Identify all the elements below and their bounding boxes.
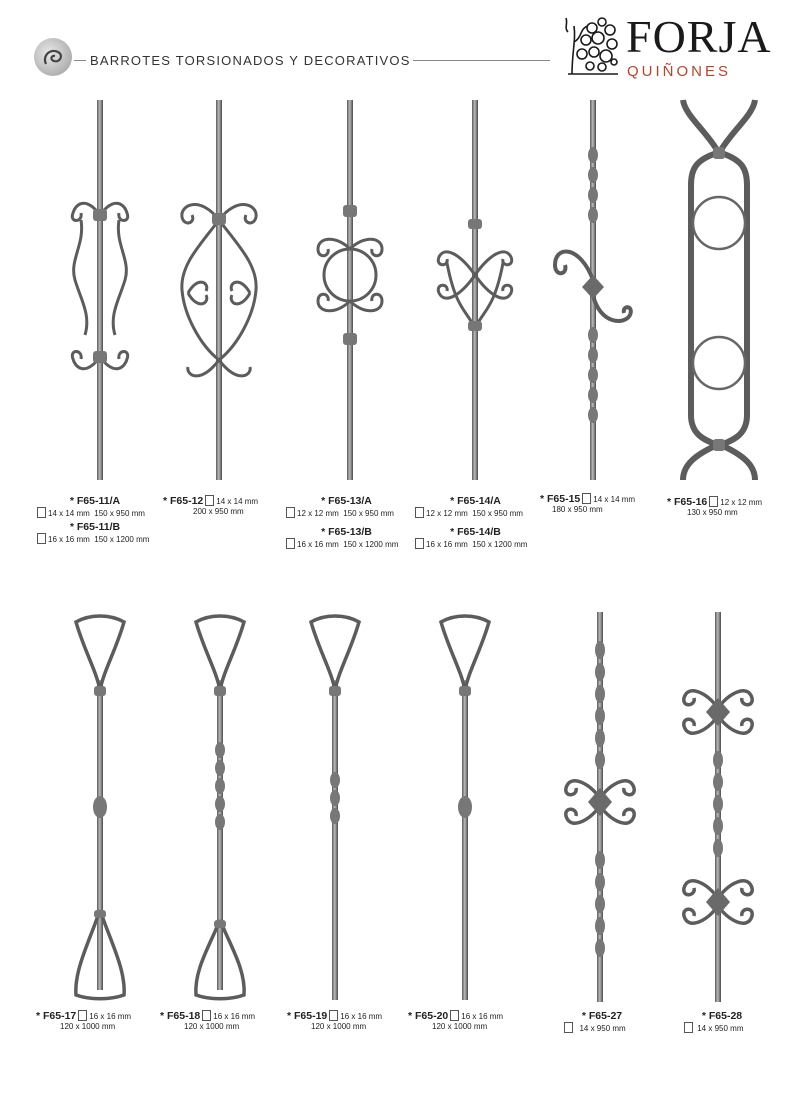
section-dims: 14 x 950 mm [579,1024,626,1033]
page-title: BARROTES TORSIONADOS Y DECORATIVOS [90,53,411,68]
baluster-f65-28-image [678,610,758,1005]
section-dims: 12 x 12 mm [297,509,339,518]
square-section-icon [684,1022,693,1033]
section-dims: 14 x 14 mm [48,509,90,518]
tree-logo-icon [562,12,624,78]
square-section-icon [37,507,46,518]
product-code: * F65-16 [667,496,708,508]
baluster-f65-19-image [295,610,375,1005]
section-dims: 16 x 16 mm [426,540,468,549]
brand-logo-text: FORJA [626,11,772,62]
baluster-f65-17-image [60,610,140,1005]
product-code: * F65-13/A [321,495,372,507]
section-dims: 14 x 14 mm [216,497,259,506]
baluster-f65-27-image [560,610,640,1005]
section-dims: 16 x 16 mm [213,1012,256,1021]
baluster-f65-12-image [170,95,270,485]
product-code: * F65-13/B [321,526,372,538]
square-section-icon [202,1010,211,1021]
caption-f65-27 [562,1010,642,1033]
overall-size: 150 x 1200 mm [472,540,528,549]
overall-size: 120 x 1000 mm [311,1022,367,1031]
section-dims: 16 x 16 mm [89,1012,132,1021]
section-dims: 16 x 16 mm [340,1012,383,1021]
baluster-f65-14-image [425,95,525,485]
header-rule-right [413,60,550,61]
square-section-icon [329,1010,338,1021]
product-code: * F65-15 [540,493,581,505]
product-code: * F65-11/B [69,521,121,533]
square-section-icon [205,495,214,506]
caption-f65-13 [284,495,409,549]
overall-size: 120 x 1000 mm [432,1022,488,1031]
section-dims: 12 x 12 mm [720,498,763,507]
square-section-icon [564,1022,573,1033]
baluster-f65-20-image [425,610,505,1005]
product-code: * F65-28 [701,1010,743,1022]
catalog-header [0,0,800,90]
caption-f65-16 [667,496,787,517]
caption-f65-20 [408,1010,528,1031]
section-dims: 14 x 14 mm [593,495,636,504]
product-code: * F65-20 [408,1010,449,1022]
caption-f65-19 [287,1010,407,1031]
baluster-f65-13-image [300,95,400,485]
overall-size: 120 x 1000 mm [60,1022,116,1031]
section-dims: 16 x 16 mm [461,1012,504,1021]
product-code: * F65-14/A [450,495,501,507]
product-code: * F65-19 [287,1010,328,1022]
section-dims: 14 x 950 mm [697,1024,744,1033]
product-code: * F65-12 [163,495,204,507]
product-code: * F65-27 [581,1010,623,1022]
caption-f65-28 [682,1010,762,1033]
square-section-icon [37,533,46,544]
overall-size: 200 x 950 mm [193,507,244,516]
caption-f65-17 [36,1010,156,1031]
square-section-icon [78,1010,87,1021]
section-dims: 12 x 12 mm [426,509,468,518]
overall-size: 150 x 950 mm [472,509,523,518]
scroll-emblem-icon [34,38,72,76]
square-section-icon [415,538,424,549]
header-rule-left [74,60,86,61]
overall-size: 180 x 950 mm [552,505,603,514]
baluster-f65-15-image [550,95,640,485]
overall-size: 130 x 950 mm [687,508,738,517]
caption-f65-11 [35,495,155,544]
caption-f65-12 [163,495,283,516]
section-dims: 16 x 16 mm [297,540,339,549]
overall-size: 150 x 950 mm [94,509,145,518]
section-dims: 16 x 16 mm [48,535,90,544]
overall-size: 150 x 1200 mm [343,540,399,549]
product-code: * F65-14/B [450,526,501,538]
overall-size: 120 x 1000 mm [184,1022,240,1031]
baluster-f65-16-image [675,95,765,485]
square-section-icon [286,507,295,518]
overall-size: 150 x 950 mm [343,509,394,518]
product-code: * F65-18 [160,1010,201,1022]
square-section-icon [709,496,718,507]
square-section-icon [450,1010,459,1021]
product-code: * F65-17 [36,1010,77,1022]
square-section-icon [582,493,591,504]
product-code: * F65-11/A [69,495,121,507]
caption-f65-15 [540,493,660,514]
brand-logo-subtext: QUIÑONES [627,63,732,80]
square-section-icon [415,507,424,518]
baluster-f65-11-image [55,95,145,485]
overall-size: 150 x 1200 mm [94,535,150,544]
square-section-icon [286,538,295,549]
baluster-f65-18-image [180,610,260,1005]
caption-f65-18 [160,1010,280,1031]
caption-f65-14 [413,495,538,549]
